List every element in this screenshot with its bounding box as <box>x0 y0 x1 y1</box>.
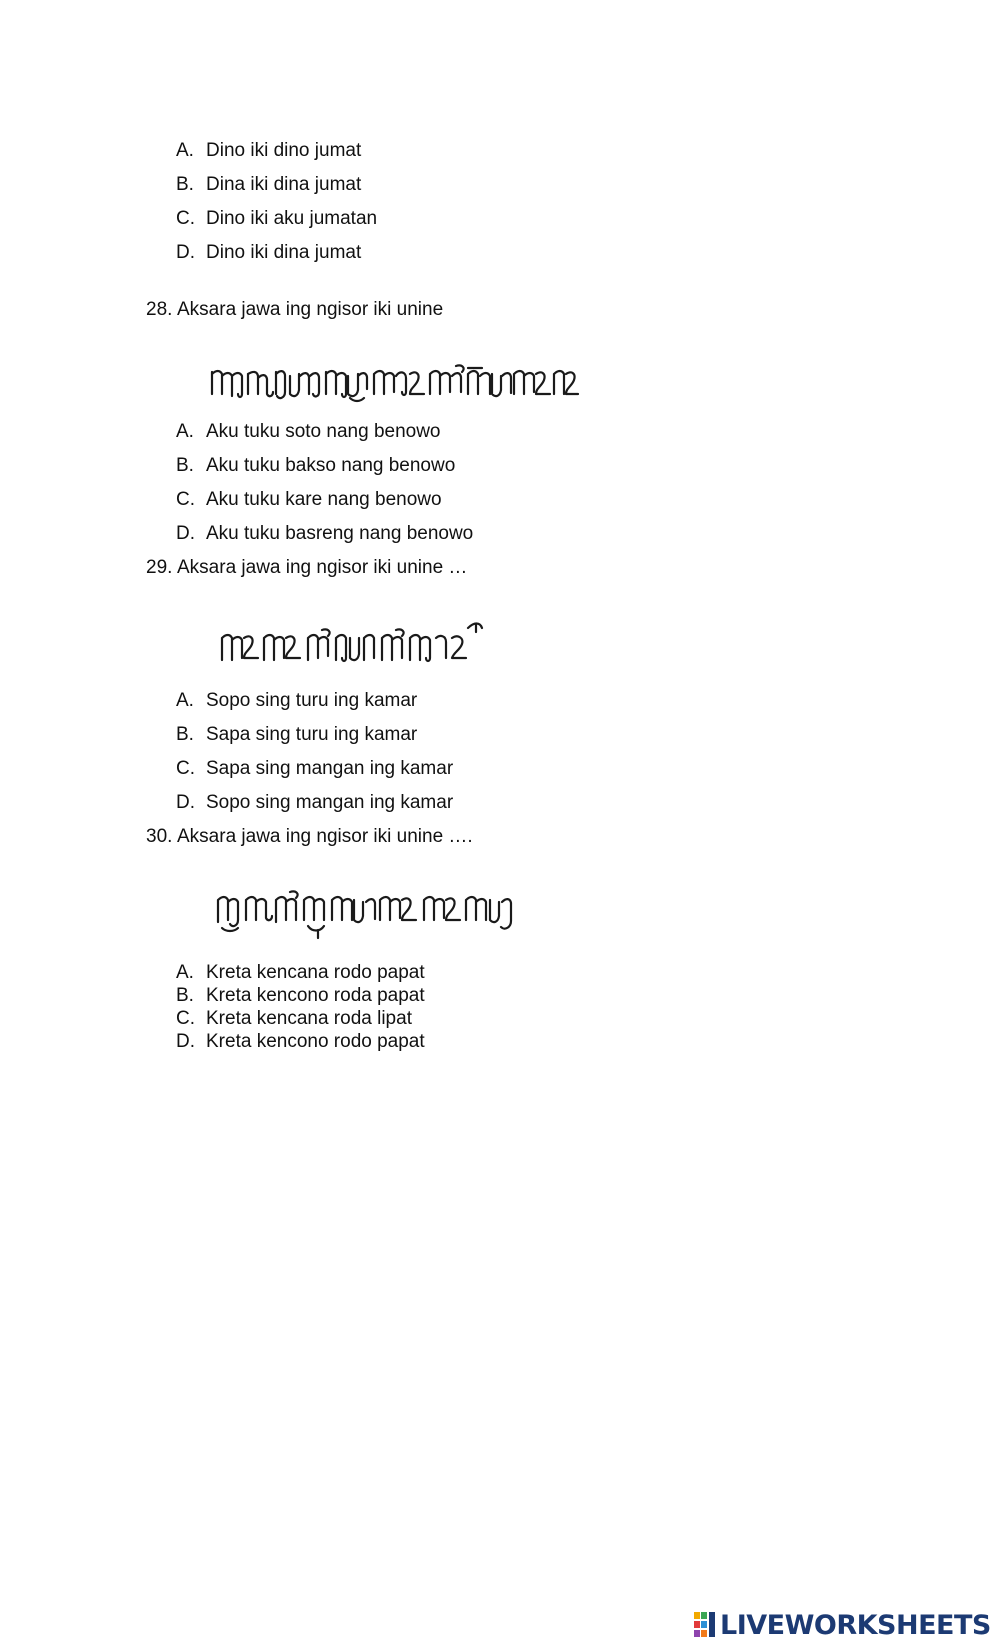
option-letter: B. <box>176 455 194 476</box>
option-text: Aku tuku bakso nang benowo <box>206 455 456 476</box>
question-prompt: Aksara jawa ing ngisor iki unine <box>177 299 444 320</box>
option-text: Sapa sing turu ing kamar <box>206 724 418 745</box>
option-letter: D. <box>176 1031 195 1052</box>
option-text: Dina iki dina jumat <box>206 174 362 195</box>
logo-text: LIVEWORKSHEETS <box>720 1609 991 1641</box>
question-number: 29. <box>146 557 173 578</box>
option-letter: C. <box>176 489 195 510</box>
option-letter: D. <box>176 792 195 813</box>
q29-option-b[interactable] <box>176 724 417 746</box>
liveworksheets-logo <box>694 1608 991 1642</box>
option-text: Sopo sing mangan ing kamar <box>206 792 454 813</box>
liveworksheets-logo-icon <box>694 1612 716 1638</box>
q29-option-c[interactable] <box>176 758 453 780</box>
option-letter: A. <box>176 421 194 442</box>
option-letter: A. <box>176 140 194 161</box>
q29-option-d[interactable] <box>176 792 453 814</box>
option-letter: A. <box>176 962 194 983</box>
q28-javanese-script-image <box>210 362 580 408</box>
q27-option-a[interactable] <box>176 140 361 162</box>
option-text: Sopo sing turu ing kamar <box>206 690 418 711</box>
question-number: 30. <box>146 826 173 847</box>
option-letter: D. <box>176 523 195 544</box>
option-letter: A. <box>176 690 194 711</box>
option-text: Kreta kencono rodo papat <box>206 1031 425 1052</box>
option-letter: C. <box>176 1008 195 1029</box>
q28-option-b[interactable] <box>176 455 455 477</box>
option-text: Kreta kencana rodo papat <box>206 962 425 983</box>
option-letter: D. <box>176 242 195 263</box>
question-30 <box>146 826 473 848</box>
option-text: Dino iki aku jumatan <box>206 208 378 229</box>
q30-option-a[interactable] <box>176 962 425 984</box>
option-letter: B. <box>176 174 194 195</box>
question-28 <box>146 299 443 321</box>
q30-option-c[interactable] <box>176 1008 412 1030</box>
option-text: Kreta kencono roda papat <box>206 985 425 1006</box>
option-letter: B. <box>176 985 194 1006</box>
question-29 <box>146 557 467 579</box>
option-text: Kreta kencana roda lipat <box>206 1008 412 1029</box>
question-number: 28. <box>146 299 173 320</box>
q28-option-c[interactable] <box>176 489 442 511</box>
option-text: Aku tuku basreng nang benowo <box>206 523 474 544</box>
option-text: Dino iki dina jumat <box>206 242 362 263</box>
q29-javanese-script-image <box>218 620 498 672</box>
question-prompt: Aksara jawa ing ngisor iki unine …. <box>177 826 473 847</box>
q30-javanese-script-image <box>214 888 524 942</box>
q29-option-a[interactable] <box>176 690 417 712</box>
option-text: Aku tuku kare nang benowo <box>206 489 442 510</box>
q28-option-d[interactable] <box>176 523 473 545</box>
option-letter: C. <box>176 758 195 779</box>
q27-option-c[interactable] <box>176 208 377 230</box>
option-text: Dino iki dino jumat <box>206 140 362 161</box>
option-letter: B. <box>176 724 194 745</box>
q30-option-b[interactable] <box>176 985 425 1007</box>
option-letter: C. <box>176 208 195 229</box>
q30-option-d[interactable] <box>176 1031 425 1053</box>
option-text: Sapa sing mangan ing kamar <box>206 758 454 779</box>
q27-option-d[interactable] <box>176 242 361 264</box>
option-text: Aku tuku soto nang benowo <box>206 421 441 442</box>
q28-option-a[interactable] <box>176 421 441 443</box>
question-prompt: Aksara jawa ing ngisor iki unine … <box>177 557 468 578</box>
q27-option-b[interactable] <box>176 174 361 196</box>
